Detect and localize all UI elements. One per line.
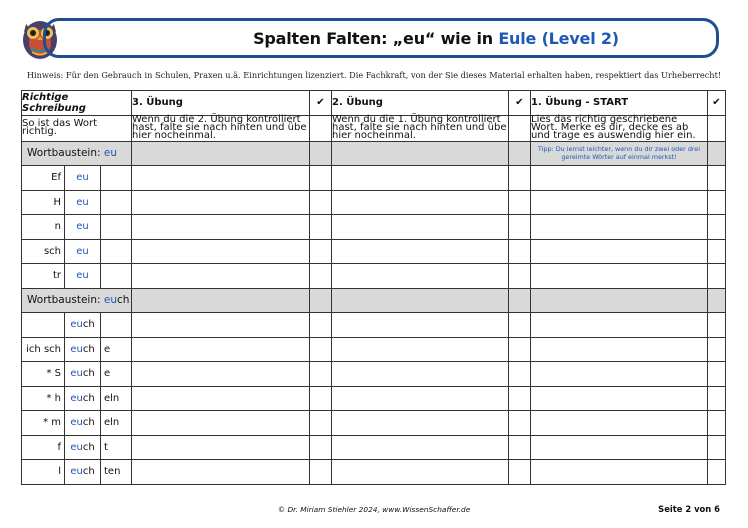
writing-field-exercise-3[interactable] <box>132 239 310 264</box>
word-suffix: t <box>101 435 132 460</box>
check-cell[interactable] <box>708 313 726 338</box>
check-cell[interactable] <box>509 411 531 436</box>
word-suffix: e <box>101 337 132 362</box>
writing-field-exercise-2[interactable] <box>332 264 509 289</box>
word-prefix: Ef <box>22 166 65 191</box>
check-cell[interactable] <box>310 264 332 289</box>
title-prefix: Spalten Falten: „eu“ wie in <box>253 28 499 48</box>
description-row <box>22 115 726 141</box>
word-row <box>22 190 726 215</box>
word-unit <box>65 337 101 362</box>
word-unit <box>65 190 101 215</box>
word-unit-highlight: eu <box>76 245 89 257</box>
title-level: (Level 2) <box>541 28 619 48</box>
word-unit-highlight: eu <box>70 368 83 380</box>
writing-field-exercise-2[interactable] <box>332 215 509 240</box>
header-exercise-3: 3. Übung <box>132 91 310 116</box>
word-suffix <box>101 239 132 264</box>
writing-field-exercise-2[interactable] <box>332 337 509 362</box>
word-unit-highlight: eu <box>70 441 83 453</box>
check-cell[interactable] <box>509 435 531 460</box>
word-unit <box>65 460 101 485</box>
word-unit-rest: ch <box>82 343 95 355</box>
check-cell[interactable] <box>310 362 332 387</box>
writing-field-exercise-2[interactable] <box>332 460 509 485</box>
writing-field-exercise-3[interactable] <box>132 166 310 191</box>
writing-field-exercise-1[interactable] <box>531 264 708 289</box>
word-unit <box>65 264 101 289</box>
desc-exercise-3: Wenn du die 2. Übung kontrolliert hast, falte sie nach hinten und übe hier nocheinmal. <box>132 115 310 141</box>
check-cell[interactable] <box>310 215 332 240</box>
word-row <box>22 264 726 289</box>
writing-field-exercise-2[interactable] <box>332 411 509 436</box>
word-suffix: eln <box>101 411 132 436</box>
word-prefix: n <box>22 215 65 240</box>
word-prefix: * S <box>22 362 65 387</box>
word-prefix: tr <box>22 264 65 289</box>
band-cell <box>509 288 531 313</box>
word-unit-highlight: eu <box>70 319 83 331</box>
header-exercise-2: 2. Übung <box>332 91 509 116</box>
word-unit-rest: ch <box>82 392 95 404</box>
word-row <box>22 411 726 436</box>
word-unit-highlight: eu <box>76 270 89 282</box>
check-cell[interactable] <box>708 166 726 191</box>
check-cell[interactable] <box>708 435 726 460</box>
title-word: Eule <box>498 28 537 48</box>
check-cell[interactable] <box>708 115 726 141</box>
word-unit <box>65 313 101 338</box>
word-row <box>22 239 726 264</box>
check-cell[interactable] <box>509 337 531 362</box>
check-cell[interactable] <box>310 337 332 362</box>
check-cell[interactable] <box>310 460 332 485</box>
check-cell[interactable] <box>708 190 726 215</box>
word-unit-highlight: eu <box>70 392 83 404</box>
check-cell[interactable] <box>310 239 332 264</box>
writing-field-exercise-2[interactable] <box>332 190 509 215</box>
word-unit-highlight: eu <box>70 466 83 478</box>
word-unit-label <box>22 141 132 166</box>
copyright: © Dr. Miriam Stiehler 2024, www.WissenSchaffer.de <box>277 505 471 514</box>
word-unit <box>65 411 101 436</box>
check-cell[interactable] <box>310 411 332 436</box>
word-suffix: e <box>101 362 132 387</box>
word-prefix: ich sch <box>22 337 65 362</box>
check-cell[interactable] <box>310 386 332 411</box>
check-cell[interactable] <box>708 362 726 387</box>
word-prefix: f <box>22 435 65 460</box>
writing-field-exercise-1[interactable] <box>531 166 708 191</box>
writing-field-exercise-2[interactable] <box>332 239 509 264</box>
writing-field-exercise-3[interactable] <box>132 362 310 387</box>
worksheet-table <box>21 90 726 485</box>
word-unit-text: Wortbaustein: <box>27 147 104 160</box>
writing-field-exercise-3[interactable] <box>132 215 310 240</box>
word-unit-rest: ch <box>82 441 95 453</box>
word-row <box>22 435 726 460</box>
band-cell <box>332 141 509 166</box>
word-unit-highlight: eu <box>76 221 89 233</box>
writing-field-exercise-3[interactable] <box>132 264 310 289</box>
title-banner <box>43 18 719 58</box>
check-cell[interactable] <box>708 337 726 362</box>
check-mark-icon: ✔ <box>708 91 726 116</box>
check-cell[interactable] <box>509 239 531 264</box>
learning-tip: Tipp: Du lernst leichter, wenn du dir zwei oder drei gereimte Wörter auf einmal merkst! <box>531 141 708 166</box>
word-unit <box>65 386 101 411</box>
word-unit-text: Wortbaustein: <box>27 294 104 307</box>
desc-correct: So ist das Wort richtig. <box>22 115 132 141</box>
check-cell[interactable] <box>509 386 531 411</box>
desc-exercise-2: Wenn du die 1. Übung kontrolliert hast, falte sie nach hinten und übe hier nocheinmal. <box>332 113 507 142</box>
word-prefix: l <box>22 460 65 485</box>
writing-field-exercise-1[interactable] <box>531 215 708 240</box>
word-unit-highlight: eu <box>70 417 83 429</box>
word-unit-highlight: eu <box>76 196 89 208</box>
check-cell[interactable] <box>708 411 726 436</box>
band-cell <box>531 288 708 313</box>
check-cell[interactable] <box>509 166 531 191</box>
word-unit-highlight: eu <box>103 294 117 307</box>
writing-field-exercise-3[interactable] <box>132 190 310 215</box>
check-cell[interactable] <box>708 460 726 485</box>
writing-field-exercise-2[interactable] <box>332 166 509 191</box>
word-row <box>22 313 726 338</box>
word-unit-rest: ch <box>82 466 95 478</box>
word-unit <box>65 239 101 264</box>
word-row <box>22 386 726 411</box>
band-cell <box>132 141 310 166</box>
word-unit <box>65 215 101 240</box>
writing-field-exercise-2[interactable] <box>332 313 509 338</box>
word-row <box>22 166 726 191</box>
check-cell[interactable] <box>310 166 332 191</box>
word-unit-band-euch <box>22 288 726 313</box>
writing-field-exercise-1[interactable] <box>531 239 708 264</box>
word-unit-label <box>22 288 132 313</box>
word-row <box>22 362 726 387</box>
writing-field-exercise-1[interactable] <box>531 386 708 411</box>
check-mark-icon: ✔ <box>310 91 332 116</box>
band-cell <box>310 288 332 313</box>
word-unit <box>65 166 101 191</box>
writing-field-exercise-3[interactable] <box>132 411 310 436</box>
word-suffix <box>101 215 132 240</box>
word-suffix: eln <box>101 386 132 411</box>
desc-exercise-1: Lies das richtig geschriebene Wort. Merke es dir, decke es ab und trage es auswendig hier ein. <box>531 115 708 141</box>
band-cell <box>132 288 310 313</box>
word-unit-rest: ch <box>82 319 95 331</box>
check-cell[interactable] <box>509 264 531 289</box>
check-cell[interactable] <box>708 264 726 289</box>
word-unit-rest: ch <box>82 417 95 429</box>
word-suffix <box>101 313 132 338</box>
check-cell[interactable] <box>310 115 332 141</box>
page-number: Seite 2 von 6 <box>658 504 720 514</box>
header-exercise-1: 1. Übung - START <box>531 91 708 116</box>
header-correct-spelling: Richtige Schreibung <box>22 91 132 116</box>
check-cell[interactable] <box>310 313 332 338</box>
writing-field-exercise-2[interactable] <box>332 435 509 460</box>
writing-field-exercise-1[interactable] <box>531 435 708 460</box>
check-cell[interactable] <box>708 215 726 240</box>
word-unit <box>65 362 101 387</box>
check-cell[interactable] <box>310 190 332 215</box>
band-cell <box>509 141 531 166</box>
check-cell[interactable] <box>509 313 531 338</box>
writing-field-exercise-1[interactable] <box>531 362 708 387</box>
writing-field-exercise-3[interactable] <box>132 435 310 460</box>
check-mark-icon: ✔ <box>509 91 531 116</box>
word-prefix: * m <box>22 411 65 436</box>
writing-field-exercise-3[interactable] <box>132 337 310 362</box>
word-prefix: sch <box>22 239 65 264</box>
writing-field-exercise-1[interactable] <box>531 337 708 362</box>
word-unit-rest: ch <box>117 294 130 307</box>
word-row <box>22 460 726 485</box>
band-cell <box>708 288 726 313</box>
word-unit-band-eu <box>22 141 726 166</box>
word-suffix <box>101 264 132 289</box>
writing-field-exercise-2[interactable] <box>332 362 509 387</box>
writing-field-exercise-1[interactable] <box>531 460 708 485</box>
header-row <box>22 91 726 116</box>
check-cell[interactable] <box>509 362 531 387</box>
word-row <box>22 215 726 240</box>
word-suffix <box>101 190 132 215</box>
writing-field-exercise-1[interactable] <box>531 411 708 436</box>
writing-field-exercise-3[interactable] <box>132 460 310 485</box>
license-hint: Hinweis: Für den Gebrauch in Schulen, Praxen u.ä. Einrichtungen lizenziert. Die Fachkraft, von der Sie dieses Material erhalten haben, respektiert das Urheberrecht! <box>26 70 722 80</box>
word-unit-rest: ch <box>82 368 95 380</box>
writing-field-exercise-1[interactable] <box>531 190 708 215</box>
band-cell <box>310 141 332 166</box>
check-cell[interactable] <box>509 190 531 215</box>
check-cell[interactable] <box>708 386 726 411</box>
writing-field-exercise-1[interactable] <box>531 313 708 338</box>
word-unit-highlight: eu <box>76 172 89 184</box>
word-row <box>22 337 726 362</box>
word-prefix: * h <box>22 386 65 411</box>
word-prefix: H <box>22 190 65 215</box>
band-cell <box>332 288 509 313</box>
word-unit <box>65 435 101 460</box>
word-unit-highlight: eu <box>70 343 83 355</box>
page-title <box>253 29 619 48</box>
check-cell[interactable] <box>509 215 531 240</box>
word-unit-highlight: eu <box>103 147 117 160</box>
writing-field-exercise-3[interactable] <box>132 313 310 338</box>
word-prefix <box>22 313 65 338</box>
word-suffix <box>101 166 132 191</box>
word-suffix: ten <box>101 460 132 485</box>
writing-field-exercise-3[interactable] <box>132 386 310 411</box>
check-cell[interactable] <box>509 460 531 485</box>
check-cell[interactable] <box>310 435 332 460</box>
band-cell <box>708 141 726 166</box>
check-cell[interactable] <box>509 115 531 141</box>
check-cell[interactable] <box>708 239 726 264</box>
writing-field-exercise-2[interactable] <box>332 386 509 411</box>
